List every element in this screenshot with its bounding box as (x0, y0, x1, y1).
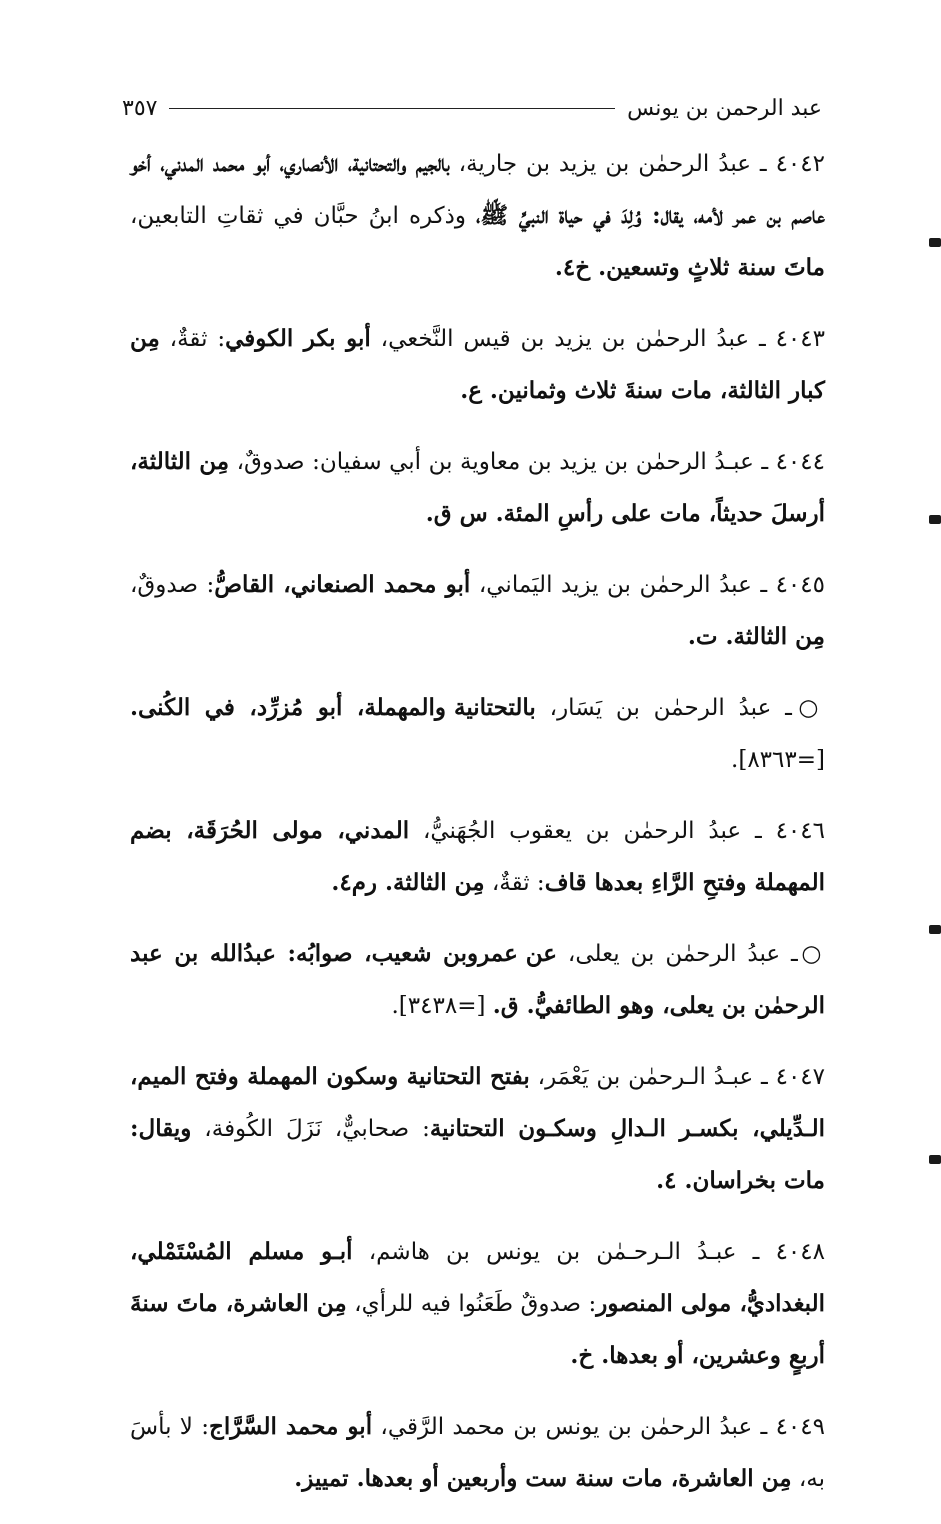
entry-text: مِن كبار الثالثة، مات سنةَ ثلاث وثمانين. ع. (130, 325, 825, 404)
entry-text: مِن الثالثة. ت. (687, 623, 825, 650)
entry-text: ويقال: مات بخراسان. ٤. (130, 1115, 825, 1194)
entry-text: : ثقةٌ، (484, 870, 545, 896)
entry-text: بالجيم والتحتانية، الأنصاري، أبو محمد المدني، أخو عاصم بن عمر لأمه، يقال: وُلِدَ في حياة النبيِّ ﷺ، (130, 150, 825, 229)
entry-text: [=٨٣٦٣]. (731, 747, 825, 773)
entry-text: : ثقةٌ، (159, 326, 226, 352)
entry-text: [=٣٤٣٨]. (391, 993, 493, 1019)
entry-text: ٤٠٤٦ ـ عبدُ الرحمٰن بن يعقوب الجُهَنيُّ، (409, 818, 825, 844)
entry-text: ماتَ سنة ثلاثٍ وتسعين. خ٤. (554, 254, 825, 281)
entry-text: بالتحتانية والمهملة، أبو مُزرِّد، في الكُنى. (130, 694, 536, 721)
entry-text: أبو محمد السَّرَّاج (209, 1413, 373, 1440)
entry-ref2 (130, 928, 825, 1032)
entry-text: : صدوقٌ طَعَنُوا فيه للرأي، (346, 1291, 597, 1317)
entry-text: : صدوقٌ، (130, 572, 215, 598)
entry-text: ○ـ عبدُ الرحمٰن بن يعلى، (557, 941, 825, 967)
entry-text: ٤٠٤٢ ـ عبدُ الرحمٰن بن يزيد بن جارية، (449, 151, 825, 177)
entry-text: مِن العاشرة، مات سنة ست وأربعين أو بعدها. تمييز. (294, 1465, 792, 1492)
margin-mark (929, 238, 941, 247)
entry-text: ٤٠٤٤ ـ عبـدُ الرحمٰن بن يزيد بن معاوية بن أبي سفيان: صدوقٌ، (229, 449, 825, 475)
entry-text: أبو محمد الصنعاني، القاصُّ (214, 571, 471, 598)
page-header (122, 88, 822, 128)
entry-text: ٤٠٤٧ ـ عبـدُ الـرحمٰن بن يَعْمَر، (529, 1064, 826, 1090)
entry-text: أبـو مسلم المُسْتَمْلي، البغداديُّ، مولى المنصور (130, 1238, 826, 1317)
entry-text: مِن الثالثة، أرسلَ حديثاً، مات على رأسِ المئة. س ق. (130, 448, 825, 527)
entry-text: ٤٠٤٣ ـ عبدُ الرحمٰن بن يزيد بن قيس النَّخعي، (370, 326, 825, 352)
entry-4043 (130, 313, 825, 417)
margin-mark (929, 925, 941, 934)
entry-4046 (130, 805, 825, 909)
entry-text: بفتح التحتانية وسكون المهملة وفتح الميم، الـدِّيلي، بكسـر الـدالِ وسكـون التحتانية (130, 1063, 825, 1142)
margin-mark (929, 1155, 941, 1164)
entry-4045 (130, 559, 825, 663)
entry-text: ○ـ عبدُ الرحمٰن بن يَسَار، (535, 695, 825, 721)
page-number: ٣٥٧ (122, 95, 158, 121)
entry-text: ٤٠٤٩ ـ عبدُ الرحمٰن بن يونس بن محمد الرَّقي، (372, 1414, 825, 1440)
margin-mark (929, 515, 941, 524)
entry-text: ٤٠٤٨ ـ عبـدُ الـرحـمٰن بن يونس بن هاشم، (352, 1239, 825, 1265)
entry-4048 (130, 1226, 825, 1382)
entry-4049 (130, 1401, 825, 1505)
entry-text: مِن العاشرة، ماتَ سنةَ أربعٍ وعشرين، أو بعدها. خ. (130, 1290, 825, 1369)
entry-text: عن عمروبن شعيب، صوابُه: عبدُالله بن عبد الرحمٰن بن يعلى، وهو الطائفيُّ. ق. (130, 940, 825, 1019)
entry-text: : صحابيٌّ، نَزَلَ الكُوفة، (191, 1116, 430, 1142)
running-title: عبد الرحمن بن يونس (627, 95, 822, 121)
entry-ref1 (130, 682, 825, 786)
entries-list (130, 138, 825, 1524)
entry-4047 (130, 1051, 825, 1207)
entry-text: وذكره ابنُ حبَّان في ثقاتِ التابعين، (130, 203, 476, 229)
entry-text: ٤٠٤٥ ـ عبدُ الرحمٰن بن يزيد اليَماني، (470, 572, 825, 598)
entry-text: مِن الثالثة. رم٤. (331, 869, 485, 896)
entry-text: أبو بكر الكوفي (225, 325, 371, 352)
header-rule (169, 108, 615, 109)
entry-text: : لا بأسَ به، (130, 1414, 825, 1492)
entry-4042 (130, 138, 825, 294)
entry-text: المدني، مولى الحُرَقَة، بضم المهملة وفتحِ الرَّاءِ بعدها قاف (130, 817, 825, 896)
entry-4044 (130, 436, 825, 540)
